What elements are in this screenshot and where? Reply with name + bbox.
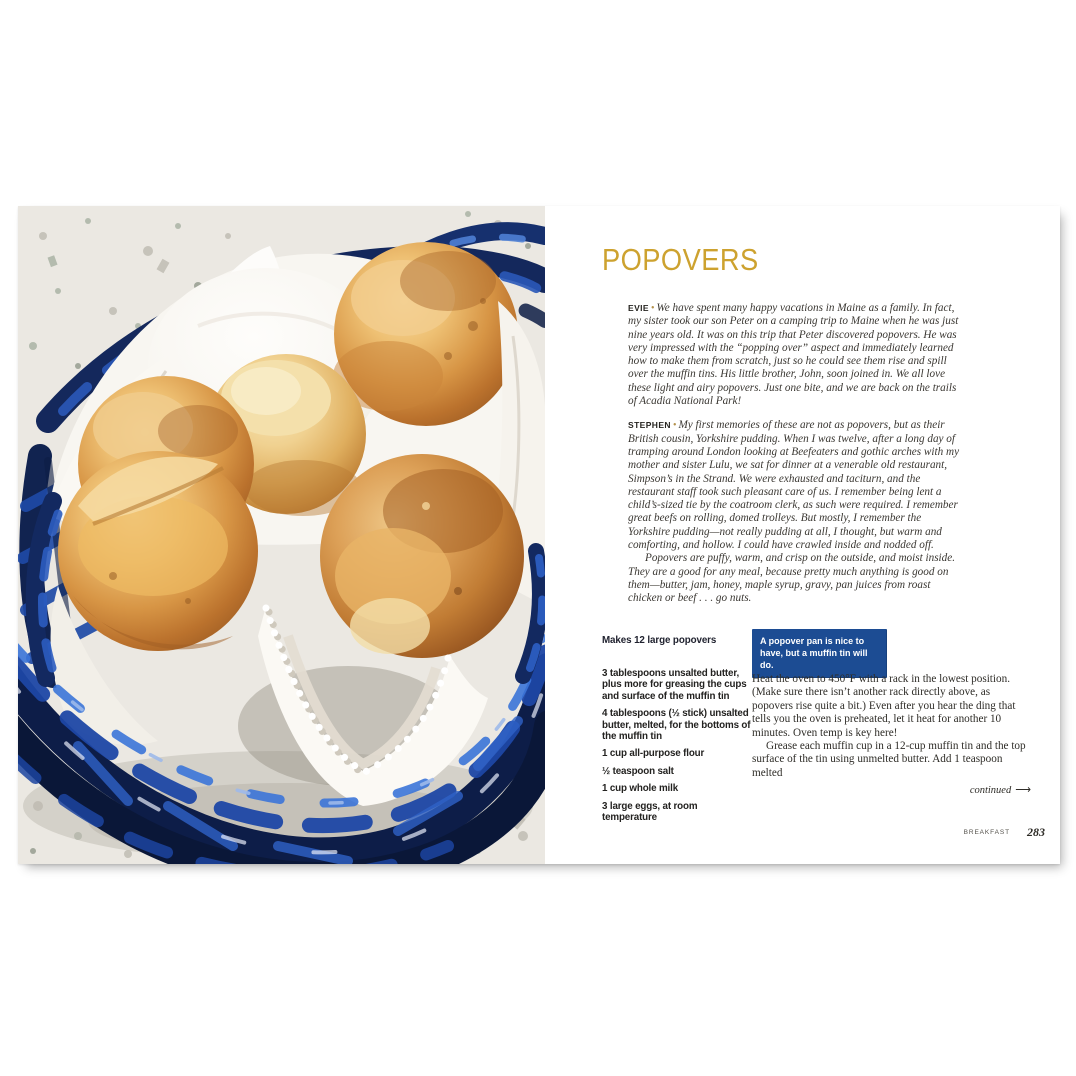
ingredient-item: 4 tablespoons (½ stick) unsalted butter, melted, for the bottoms of the muffin tin xyxy=(602,708,751,743)
ingredient-item: 3 tablespoons unsalted butter, plus more for greasing the cups and surface of the muffin tin xyxy=(602,668,747,702)
continued-note xyxy=(752,783,1030,796)
bullet-icon: • xyxy=(650,303,655,314)
ingredient-item: ½ teaspoon salt xyxy=(602,765,674,777)
headnote-evie-text: We have spent many happy vacations in Maine as a family. In fact, my sister took our son Peter on a camping trip to Maine when he was just nine years old. It was on this trip that Peter discovered popovers. He was very impressed with the “popping over” aspect and immediately learned how to make them from scratch, just so he could see them rise and spill over the muffin tins. His little brother, John, soon joined in. We all love these light and airy popovers. Just one bite, and we are back on the trails of Acadia National Park! xyxy=(628,302,959,408)
photo-page xyxy=(18,206,545,864)
cookbook-spread xyxy=(18,206,1060,864)
yield-line: Makes 12 large popovers xyxy=(602,635,717,646)
tip-box: A popover pan is nice to have, but a muffin tin will do. xyxy=(752,629,887,678)
recipe-page xyxy=(545,206,1060,864)
ingredient-item: 1 cup all-purpose flour xyxy=(602,748,705,760)
speaker-label-stephen: STEPHEN xyxy=(628,420,671,431)
popover-top-right xyxy=(333,242,518,426)
speaker-label-evie: EVIE xyxy=(628,303,649,313)
page-number: 283 xyxy=(1027,825,1045,839)
ingredient-item: 1 cup whole milk xyxy=(602,783,678,795)
popover-right xyxy=(320,454,524,658)
ingredient-list xyxy=(602,668,754,829)
bullet-icon: • xyxy=(672,420,677,432)
recipe-title: POPOVERS xyxy=(602,242,759,277)
long-right-arrow-icon: ⟶ xyxy=(1015,784,1030,796)
headnote-continuation: Popovers are puffy, warm, and crisp on the outside, and moist inside. They are a good for any meal, because pretty much anything is good on them—butter, jam, honey, maple syrup, gravy, pan juices from roast chicken or beef . . . go nuts. xyxy=(628,552,956,605)
section-label: BREAKFAST xyxy=(963,829,1010,836)
continued-label: continued xyxy=(969,785,1012,796)
method-text xyxy=(752,673,1030,780)
headnote-stephen xyxy=(628,419,966,552)
headnotes xyxy=(628,302,966,606)
page-folio xyxy=(964,823,1045,841)
method-paragraph: Heat the oven to 450°F with a rack in the lowest position. (Make sure there isn’t another rack directly above, as popovers rise quite a bit.) Even after you hear the ding that tells you the oven is preheated, let it heat for another 10 minutes. Oven temp is key here! xyxy=(752,673,1016,739)
headnote-stephen-text: My first memories of these are not as popovers, but as their British cousin, Yorkshire pudding. When I was twelve, after a long day of tramping around London looking at Beefeaters and gothic arches with my mother and sister Lulu, we sat for dinner at a venerable old restaurant, Simpson’s in the Strand. We were exhausted and taciturn, and the restaurant staff took such pleasant care of us. I remember being lent a child’s-sized tie by the coatroom clerk, as such were required. I remember great beefs on rolling, domed trolleys. But mostly, I remember the Yorkshire pudding—not really pudding at all, I thought, but warm and comforting, and hollow. I could have crawled inside and nodded off. xyxy=(628,419,960,552)
ingredient-item: 3 large eggs, at room temperature xyxy=(602,800,698,824)
popovers-photo xyxy=(18,206,545,864)
method-paragraph: Grease each muffin cup in a 12-cup muffin tin and the top surface of the tin using unmelted butter. Add 1 teaspoon melted xyxy=(752,740,1026,779)
headnote-evie xyxy=(628,302,966,408)
popover-front-left xyxy=(58,451,258,651)
